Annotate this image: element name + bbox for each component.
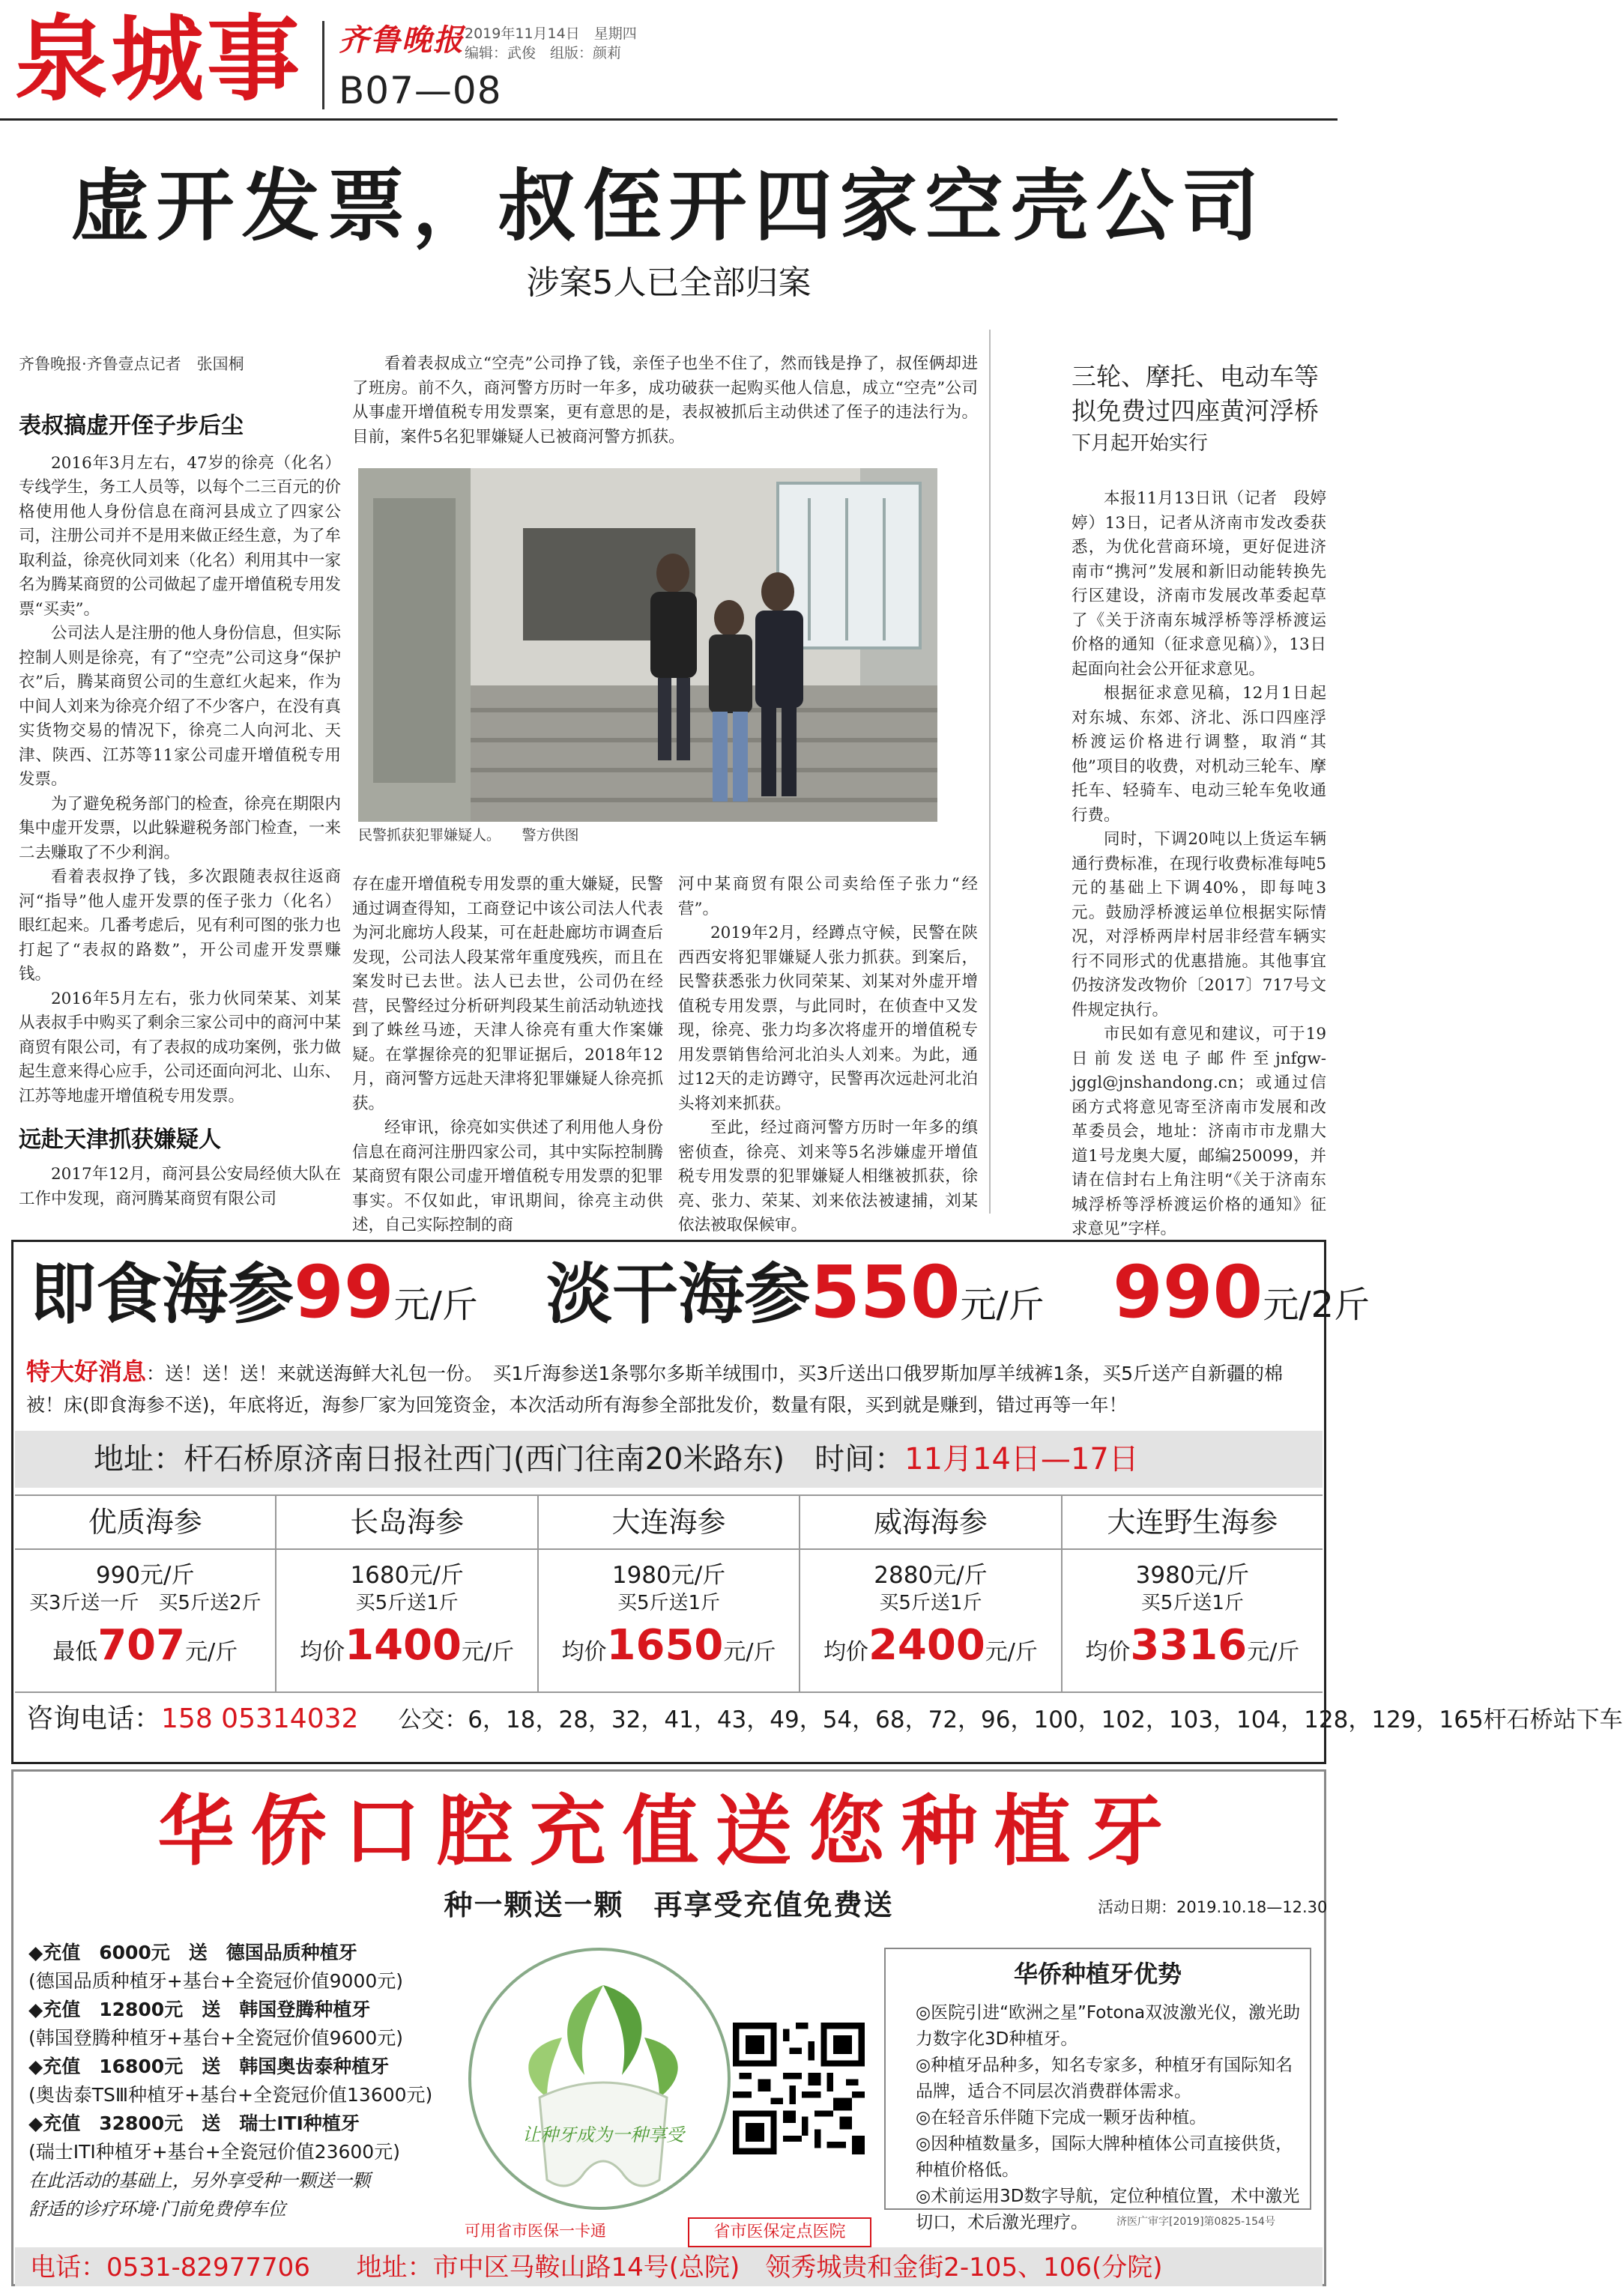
section-title-2: 远赴天津抓获嫌疑人 bbox=[19, 1127, 221, 1153]
product-price: 1980元/斤 bbox=[611, 1562, 726, 1589]
product-deal: 买5斤送1斤 bbox=[617, 1592, 721, 1614]
avg-value: 1400 bbox=[345, 1621, 462, 1670]
avg-label: 均价 bbox=[823, 1639, 868, 1665]
advantages-list bbox=[886, 2000, 1305, 2236]
offer-item: ◆充值 12800元 送 韩国登腾种植牙 bbox=[28, 1999, 371, 2020]
ad1-unit-3: 元/2斤 bbox=[1263, 1284, 1370, 1326]
article-column-2b bbox=[678, 873, 978, 1238]
ad1-address: 地址：杆石桥原济南日报社西门(西门往南20米路东) 时间： bbox=[94, 1442, 905, 1476]
product-name: 优质海参 bbox=[15, 1496, 275, 1550]
avg-value: 2400 bbox=[868, 1621, 985, 1670]
promo-label: 特大好消息 bbox=[26, 1357, 147, 1386]
advantage-item: ◎在轻音乐伴随下完成一颗牙齿种植。 bbox=[916, 2108, 1207, 2127]
insurance-label: 省市医保定点医院 bbox=[688, 2217, 871, 2247]
issue-date: 2019年11月14日 星期四 bbox=[465, 25, 637, 42]
paragraph: 公司法人是注册的他人身份信息，但实际控制人则是徐亮，有了“空壳”公司这身“保护衣”后，腾某商贸公司的生意红火起来，作为中间人刘来为徐亮介绍了不少客户，在没有真实货物交易的情况下，徐亮二人向河北、天津、陕西、江苏等11家公司虚开增值税专用发票。 bbox=[19, 624, 342, 789]
promo-text: ：送！送！送！来就送海鲜大礼包一份。 买1斤海参送1条鄂尔多斯羊绒围巾，买3斤送出口俄罗斯加厚羊绒裤1条，买5斤送产自新疆的棉被！床(即食海参不送)，年底将近，海参厂家为回笼资金，本次活动所有海参全部批发价，数量有限，买到就是赚到，错过再等一年！ bbox=[26, 1363, 1284, 1416]
news-photo bbox=[358, 468, 937, 822]
ad1-promo bbox=[26, 1356, 1315, 1421]
paper-logo: 齐鲁晚报 bbox=[339, 22, 465, 58]
price-cell bbox=[276, 1496, 538, 1691]
avg-label: 均价 bbox=[1085, 1639, 1131, 1665]
product-name: 大连野生海参 bbox=[1063, 1496, 1323, 1550]
paragraph: 根据征求意见稿，12月1日起对东城、东郊、济北、泺口四座浮桥渡运价格进行调整，取消“其他”项目的收费，对机动三轮车、摩托车、轻骑车、电动三轮车免收通行费。 bbox=[1072, 684, 1326, 825]
paragraph: 至此，经过商河警方历时一年多的缜密侦查，徐亮、刘来等5名涉嫌虚开增值税专用发票的犯罪嫌疑人相继被抓获，徐亮、张力、荣某、刘来依法被逮捕，刘某依法被取保候审。 bbox=[678, 1118, 978, 1235]
offer-item: ◆充值 6000元 送 德国品质种植牙 bbox=[28, 1942, 357, 1963]
editor-credit: 编辑：武俊 组版：颜莉 bbox=[465, 45, 622, 61]
sidebar-headline-3: 下月起开始实行 bbox=[1072, 432, 1209, 455]
offer-item: ◆充值 32800元 送 瑞士ITI种植牙 bbox=[28, 2112, 360, 2134]
product-deal: 买3斤送一斤 买5斤送2斤 bbox=[28, 1592, 262, 1614]
product-avg bbox=[276, 1623, 537, 1675]
product-avg bbox=[1063, 1623, 1323, 1675]
product-price: 1680元/斤 bbox=[350, 1562, 464, 1589]
paragraph: 2016年5月左右，张力伙同荣某、刘某从表叔手中购买了剩余三家公司中的商河中某商贸有限公司，有了表叔的成功案例，张力做起生意来得心应手，公司还面向河北、山东、江苏等地虚开增值税专用发票。 bbox=[19, 989, 342, 1106]
avg-value: 707 bbox=[97, 1621, 186, 1670]
product-name: 威海海参 bbox=[800, 1496, 1060, 1550]
bus-routes: 公交：6，18，28，32，41，43，49，54，68，72，96，100，102，103，104，128，129，165杆石桥站下车 bbox=[398, 1706, 1623, 1733]
price-cell bbox=[1063, 1496, 1323, 1691]
ad2-headline: 华侨口腔充值送您种植牙 bbox=[157, 1787, 1180, 1877]
paragraph: 看着表叔挣了钱，多次跟随表叔往返商河“指导”他人虚开发票的侄子张力（化名）眼红起来。几番考虑后，见有利可图的张力也打起了“表叔的路数”，开公司虚开发票赚钱。 bbox=[19, 867, 342, 984]
ad-license: 济医广审字[2019]第0825-154号 bbox=[1116, 2216, 1275, 2228]
product-deal: 买5斤送1斤 bbox=[355, 1592, 459, 1614]
advantages-title: 华侨种植牙优势 bbox=[1013, 1960, 1182, 1988]
offer-detail: (奥齿泰TSⅢ种植牙+基台+全瓷冠价值13600元) bbox=[28, 2084, 433, 2106]
ad1-product-1: 即食海参 bbox=[30, 1255, 294, 1333]
price-cell bbox=[539, 1496, 800, 1691]
ad1-price-3: 990 bbox=[1112, 1250, 1263, 1334]
ad2-slogan-2: 舒适的诊疗环境·门前免费停车位 bbox=[28, 2199, 286, 2220]
paragraph: 2017年12月，商河县公安局经侦大队在工作中发现，商河腾某商贸有限公司 bbox=[19, 1165, 341, 1208]
price-table bbox=[15, 1494, 1323, 1693]
ad1-time: 11月14日—17日 bbox=[904, 1442, 1139, 1476]
offer-detail: (德国品质种植牙+基台+全瓷冠价值9000元) bbox=[28, 1970, 404, 1992]
avg-value: 3316 bbox=[1130, 1621, 1248, 1670]
avg-label: 均价 bbox=[561, 1639, 607, 1665]
paragraph: 河中某商贸有限公司卖给侄子张力“经营”。 bbox=[678, 875, 978, 918]
offer-detail: (韩国登腾种植牙+基台+全瓷冠价值9600元) bbox=[28, 2027, 404, 2049]
product-deal: 买5斤送1斤 bbox=[879, 1592, 982, 1614]
avg-label: 最低 bbox=[52, 1639, 98, 1665]
card-label: 可用省市医保一卡通 bbox=[465, 2222, 606, 2240]
section-name: 泉城事 bbox=[15, 5, 303, 114]
ad1-phone: 158 05314032 bbox=[161, 1703, 359, 1734]
arrest-photo-illustration bbox=[358, 468, 937, 822]
product-name: 大连海参 bbox=[539, 1496, 799, 1550]
sidebar-article bbox=[1072, 360, 1326, 1242]
advantage-item: ◎术前运用3D数字导航，定位种植位置，术中激光切口，术后激光理疗。 bbox=[916, 2187, 1300, 2232]
sidebar-headline-1: 三轮、摩托、电动车等 bbox=[1072, 362, 1319, 391]
article-subhead: 涉案5人已全部归案 bbox=[526, 264, 812, 302]
ad1-unit-1: 元/斤 bbox=[393, 1284, 478, 1326]
logo-text: 让种牙成为一种享受 bbox=[522, 2124, 684, 2145]
avg-unit: 元/斤 bbox=[461, 1639, 515, 1665]
ad2-date: 活动日期：2019.10.18—12.30 bbox=[1098, 1898, 1328, 1916]
photo-caption: 民警抓获犯罪嫌疑人。 警方供图 bbox=[358, 827, 579, 843]
advantage-item: ◎种植牙品种多，知名专家多，种植牙有国际知名品牌，适合不同层次消费群体需求。 bbox=[916, 2056, 1293, 2101]
article-column-1 bbox=[19, 352, 341, 1211]
ad1-price-2: 550 bbox=[810, 1250, 961, 1334]
product-avg bbox=[800, 1623, 1060, 1675]
masthead-rule bbox=[0, 118, 1338, 121]
avg-unit: 元/斤 bbox=[723, 1639, 776, 1665]
ad1-contact bbox=[26, 1697, 1623, 1742]
offer-detail: (瑞士ITI种植牙+基台+全瓷冠价值23600元) bbox=[28, 2141, 400, 2163]
ad2-address: 地址：市中区马鞍山路14号(总院) 领秀城贵和金街2-105、106(分院) bbox=[356, 2253, 1163, 2283]
sidebar-headline-2: 拟免费过四座黄河浮桥 bbox=[1072, 396, 1319, 425]
offer-item: ◆充值 16800元 送 韩国奥齿泰种植牙 bbox=[28, 2056, 390, 2077]
avg-unit: 元/斤 bbox=[185, 1639, 238, 1665]
ad1-headline bbox=[30, 1250, 1370, 1342]
product-deal: 买5斤送1斤 bbox=[1140, 1592, 1244, 1614]
product-price: 2880元/斤 bbox=[874, 1562, 988, 1589]
avg-unit: 元/斤 bbox=[985, 1639, 1038, 1665]
ad2-phone: 电话：0531-82977706 bbox=[30, 2253, 310, 2283]
avg-value: 1650 bbox=[606, 1621, 724, 1670]
tooth-leaf-icon bbox=[495, 1955, 712, 2210]
byline: 齐鲁晚报·齐鲁壹点记者 张国桐 bbox=[19, 355, 244, 373]
advantage-item: ◎医院引进“欧洲之星”Fotona双波激光仪，激光助力数字化3D种植牙。 bbox=[916, 2003, 1301, 2049]
advantage-item: ◎因种植数量多，国际大牌种植体公司直接供货，种植价格低。 bbox=[916, 2134, 1293, 2180]
product-avg bbox=[15, 1623, 275, 1675]
product-price: 3980元/斤 bbox=[1135, 1562, 1249, 1589]
ad1-price-1: 99 bbox=[294, 1250, 394, 1334]
ad2-slogan-1: 在此活动的基础上，另外享受种一颗送一颗 bbox=[28, 2170, 370, 2191]
article-column-2a bbox=[352, 873, 663, 1238]
product-price: 990元/斤 bbox=[95, 1562, 195, 1589]
page-code: B07—08 bbox=[339, 69, 502, 112]
product-name: 长岛海参 bbox=[276, 1496, 537, 1550]
ad1-unit-2: 元/斤 bbox=[960, 1284, 1045, 1326]
avg-unit: 元/斤 bbox=[1247, 1639, 1300, 1665]
masthead-divider bbox=[322, 21, 324, 109]
ad2-offers bbox=[28, 1939, 448, 2223]
paragraph: 经审讯，徐亮如实供述了利用他人身份信息在商河注册四家公司，其中实际控制腾某商贸有限公司虚开增值税专用发票的犯罪事实。不仅如此，审讯期间，徐亮主动供述，自己实际控制的商 bbox=[352, 1118, 663, 1235]
ad1-address-bar bbox=[15, 1431, 1323, 1488]
article-lead bbox=[352, 352, 978, 449]
phone-label: 咨询电话： bbox=[26, 1703, 162, 1734]
paragraph: 2019年2月，经蹲点守候，民警在陕西西安将犯罪嫌疑人张力抓获。到案后，民警获悉张力伙同荣某、刘某对外虚开增值税专用发票，与此同时，在侦查中又发现，徐亮、张力均多次将虚开的增值税专用发票销售给河北泊头人刘来。为此，通过12天的走访蹲守，民警再次远赴河北泊头将刘来抓获。 bbox=[678, 924, 978, 1113]
avg-label: 均价 bbox=[300, 1639, 345, 1665]
paragraph: 同时，下调20吨以上货运车辆通行费标准，在现行收费标准每吨5元的基础上下调40%，即每吨3元。鼓励浮桥渡运单位根据实际情况，对浮桥两岸村居非经营车辆实行不同形式的优惠措施。其他事宜仍按济发改物价〔2017〕717号文件规定执行。 bbox=[1072, 830, 1326, 1020]
product-avg bbox=[539, 1623, 799, 1675]
article-headline: 虚开发票，叔侄开四家空壳公司 bbox=[70, 160, 1267, 252]
paragraph: 本报11月13日讯（记者 段婷婷）13日，记者从济南市发改委获悉，为优化营商环境，更好促进济南市“携河”发展和新旧动能转换先行区建设，济南市发展改革委起草了《关于济南东城浮桥等浮桥渡运价格的通知（征求意见稿）》，13日起面向社会公开征求意见。 bbox=[1072, 489, 1326, 679]
ad1-product-2: 淡干海参 bbox=[546, 1255, 811, 1333]
section-title-1: 表叔搞虚开侄子步后尘 bbox=[19, 412, 244, 439]
ad2-subhead: 种一颗送一颗 再享受充值免费送 bbox=[444, 1888, 894, 1921]
price-cell bbox=[800, 1496, 1062, 1691]
paragraph: 市民如有意见和建议，可于19日前发送电子邮件至jnfgw-jggl@jnshandong.cn；或通过信函方式将意见寄至济南市发展和改革委员会，地址：济南市市龙鼎大道1号龙奥大厦，邮编250099，并请在信封右上角注明“《关于济南东城浮桥等浮桥渡运价格的通知》征求意见”字样。 bbox=[1072, 1025, 1326, 1238]
price-cell bbox=[15, 1496, 276, 1691]
lead-paragraph: 看着表叔成立“空壳”公司挣了钱，亲侄子也坐不住了，然而钱是挣了，叔侄俩却进了班房。前不久，商河警方历时一年多，成功破获一起购买他人信息，成立“空壳”公司从事虚开增值税专用发票案，更有意思的是，表叔被抓后主动供述了侄子的违法行为。目前，案件5名犯罪嫌疑人已被商河警方抓获。 bbox=[352, 354, 978, 446]
column-divider bbox=[989, 330, 991, 1214]
paragraph: 为了避免税务部门的检查，徐亮在期限内集中虚开发票，以此躲避税务部门检查，一来二去赚取了不少利润。 bbox=[19, 794, 342, 862]
qr-code-icon[interactable] bbox=[733, 2023, 865, 2154]
paragraph: 存在虚开增值税专用发票的重大嫌疑，民警通过调查得知，工商登记中该公司法人代表为河北廊坊人段某，可在赶赴廊坊市调查后发现，公司法人段某常年重度残疾，而且在案发时已去世。法人已去世，公司仍在经营，民警经过分析研判段某生前活动轨迹找到了蛛丝马迹，天津人徐亮有重大作案嫌疑。在掌握徐亮的犯罪证据后，2018年12月，商河警方远赴天津将犯罪嫌疑人徐亮抓获。 bbox=[352, 875, 663, 1113]
paragraph: 2016年3月左右，47岁的徐亮（化名）专线学生，务工人员等，以每个二三百元的价格使用他人身份信息在商河县成立了四家公司，注册公司并不是用来做正经生意，为了牟取利益，徐亮伙同刘来（化名）利用其中一家名为腾某商贸的公司做起了虚开增值税专用发票“买卖”。 bbox=[19, 453, 342, 619]
ad2-footer bbox=[30, 2250, 1163, 2285]
